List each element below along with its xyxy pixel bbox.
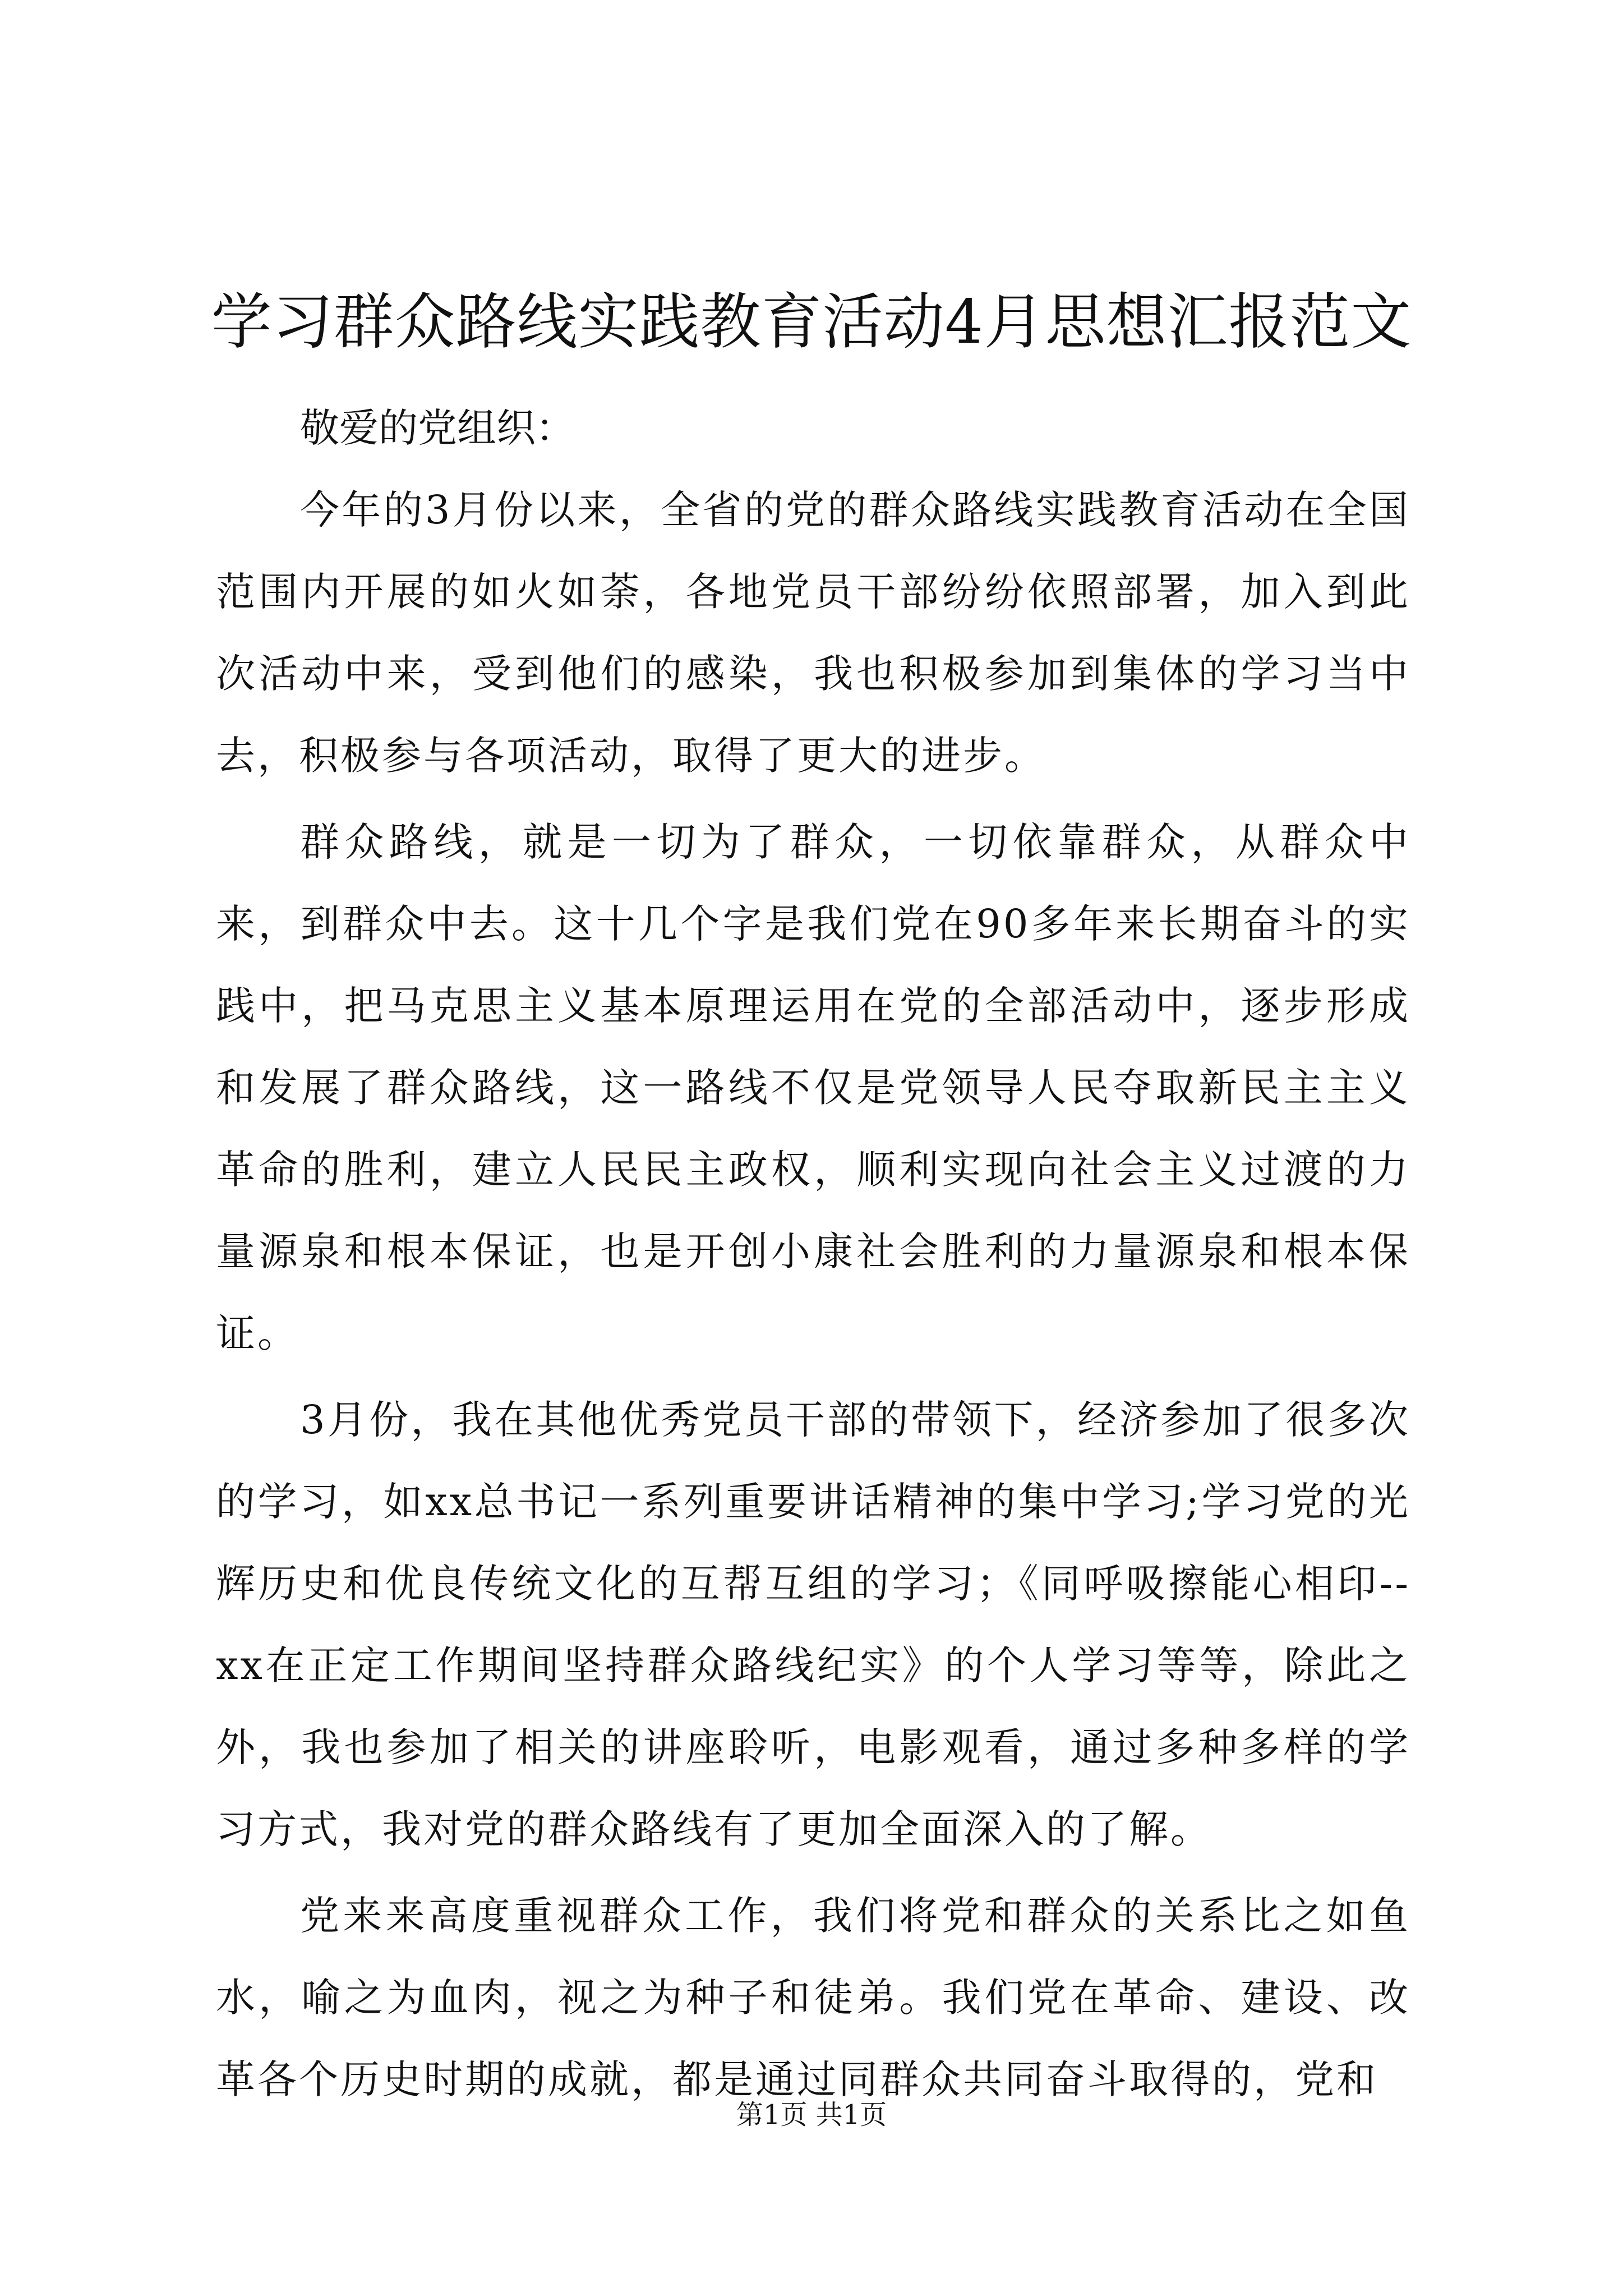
- document-title: 学习群众路线实践教育活动4月思想汇报范文: [211, 287, 1412, 357]
- paragraph: 群众路线，就是一切为了群众，一切依靠群众，从群众中来，到群众中去。这十几个字是我们党在90多年来长期奋斗的实践中，把马克思主义基本原理运用在党的全部活动中，逐步形成和发展了群众路线，这一路线不仅是党领导人民夺取新民主主义革命的胜利，建立人民民主政权，顺利实现向社会主义过渡的力量源泉和根本保证，也是开创小康社会胜利的力量源泉和根本保证。: [216, 819, 1410, 1356]
- page-footer: 第1页 共1页: [736, 2099, 887, 2131]
- document-body: [216, 387, 1410, 2125]
- salutation: 敬爱的党组织：: [300, 405, 575, 451]
- paragraph: 3月份，我在其他优秀党员干部的带领下，经济参加了很多次的学习，如xx总书记一系列重要讲话精神的集中学习;学习党的光辉历史和优良传统文化的互帮互组的学习；《同呼吸擦能心相印--xx在正定工作期间坚持群众路线纪实》的个人学习等等，除此之外，我也参加了相关的讲座聆听，电影观看，通过多种多样的学习方式，我对党的群众路线有了更加全面深入的了解。: [216, 1397, 1410, 1852]
- paragraph: 党来来高度重视群众工作，我们将党和群众的关系比之如鱼水，喻之为血肉，视之为种子和徒弟。我们党在革命、建设、改革各个历史时期的成就，都是通过同群众共同奋斗取得的，党和: [216, 1893, 1410, 2102]
- paragraph: 今年的3月份以来，全省的党的群众路线实践教育活动在全国范围内开展的如火如荼，各地党员干部纷纷依照部署，加入到此次活动中来，受到他们的感染，我也积极参加到集体的学习当中去，积极参与各项活动，取得了更大的进步。: [216, 487, 1410, 779]
